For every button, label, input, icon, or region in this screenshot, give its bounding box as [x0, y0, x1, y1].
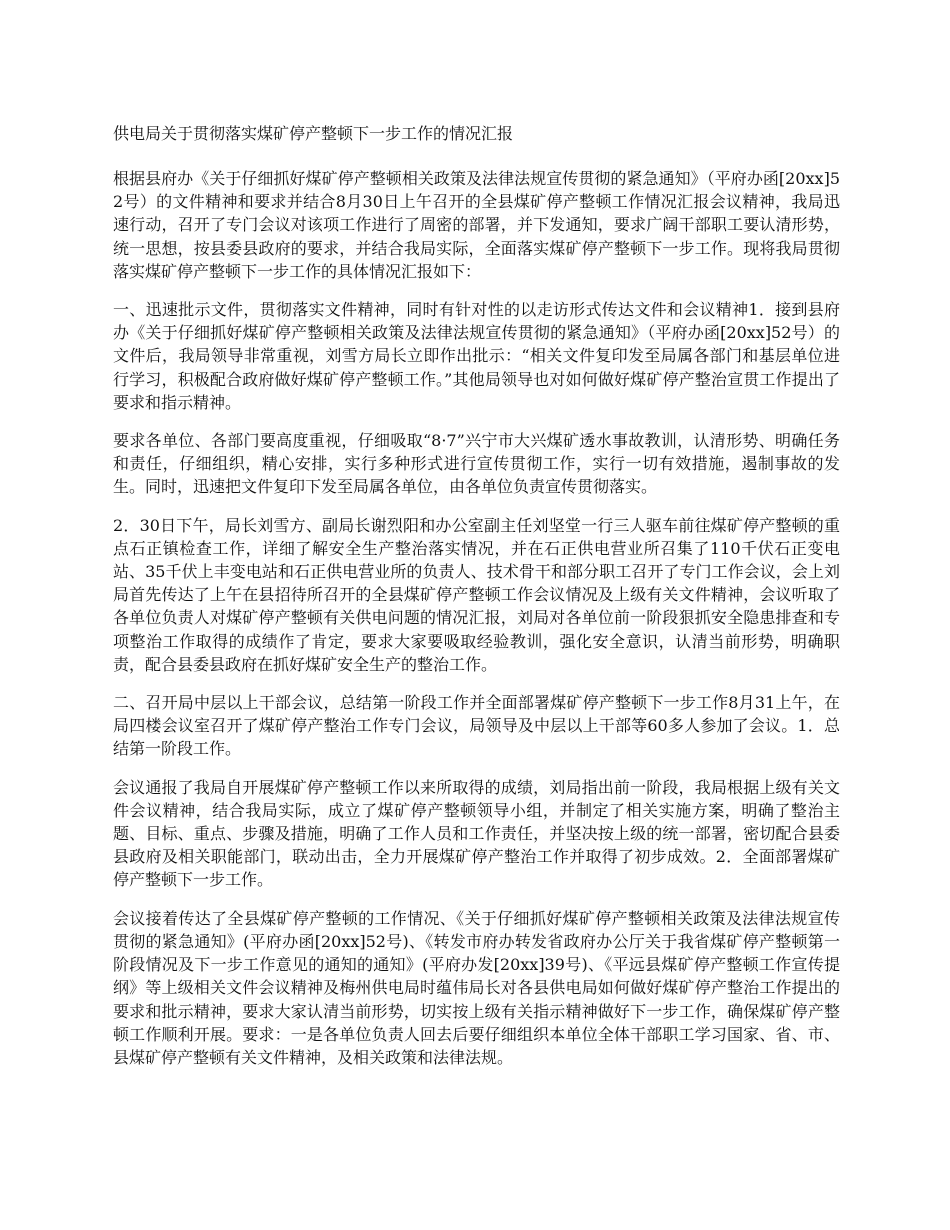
paragraph-section-one: 一、迅速批示文件，贯彻落实文件精神，同时有针对性的以走访形式传达文件和会议精神1．接到县府办《关于仔细抓好煤矿停产整顿相关政策及法律法规宣传贯彻的紧急通知》（平府办函[20xx]52号）的文件后，我局领导非常重视，刘雪方局长立即作出批示：“相关文件复印发至局属各部门和基层单位进行学习，积极配合政府做好煤矿停产整顿工作。”其他局领导也对如何做好煤矿停产整治宣贯工作提出了要求和指示精神。: [113, 300, 840, 412]
paragraph-deployment: 会议接着传达了全县煤矿停产整顿的工作情况、《关于仔细抓好煤矿停产整顿相关政策及法律法规宣传贯彻的紧急通知》(平府办函[20xx]52号)、《转发市府办转发省政府办公厅关于我省煤矿停产整顿第一阶段情况及下一步工作意见的通知的通知》(平府办发[20xx]39号)、《平远县煤矿停产整顿工作宣传提纲》等上级相关文件会议精神及梅州供电局时蕴伟局长对各县供电局如何做好煤矿停产整治工作提出的要求和批示精神，要求大家认清当前形势，切实按上级有关指示精神做好下一步工作，确保煤矿停产整顿工作顺利开展。要求：一是各单位负责人回去后要仔细组织本单位全体干部职工学习国家、省、市、县煤矿停产整顿有关文件精神，及相关政策和法律法规。: [113, 908, 840, 1067]
document-page: [113, 122, 840, 1084]
paragraph-section-two: 二、召开局中层以上干部会议，总结第一阶段工作并全面部署煤矿停产整顿下一步工作8月31上午，在局四楼会议室召开了煤矿停产整治工作专门会议，局领导及中层以上干部等60多人参加了会议。1．总结第一阶段工作。: [113, 693, 840, 759]
paragraph-summary: 会议通报了我局自开展煤矿停产整顿工作以来所取得的成绩，刘局指出前一阶段，我局根据上级有关文件会议精神，结合我局实际，成立了煤矿停产整顿领导小组，并制定了相关实施方案，明确了整治主题、目标、重点、步骤及措施，明确了工作人员和工作责任，并坚决按上级的统一部署，密切配合县委县政府及相关职能部门，联动出击，全力开展煤矿停产整治工作并取得了初步成效。2．全面部署煤矿停产整顿下一步工作。: [113, 777, 840, 890]
paragraph-inspection: 2．30日下午，局长刘雪方、副局长谢烈阳和办公室副主任刘坚堂一行三人驱车前往煤矿停产整顿的重点石正镇检查工作，详细了解安全生产整治落实情况，并在石正供电营业所召集了110千伏石正变电站、35千伏上丰变电站和石正供电营业所的负责人、技术骨干和部分职工召开了专门工作会议，会上刘局首先传达了上午在县招待所召开的全县煤矿停产整顿工作会议情况及上级有关文件精神，会议听取了各单位负责人对煤矿停产整顿有关供电问题的情况汇报，刘局对各单位前一阶段狠抓安全隐患排查和专项整治工作取得的成绩作了肯定，要求大家要吸取经验教训，强化安全意识，认清当前形势，明确职责，配合县委县政府在抓好煤矿安全生产的整治工作。: [113, 515, 840, 674]
paragraph-intro: 根据县府办《关于仔细抓好煤矿停产整顿相关政策及法律法规宣传贯彻的紧急通知》（平府办函[20xx]52号）的文件精神和要求并结合8月30日上午召开的全县煤矿停产整顿工作情况汇报会议精神，我局迅速行动，召开了专门会议对该项工作进行了周密的部署，并下发通知，要求广阔干部职工要认清形势，统一思想，按县委县政府的要求，并结合我局实际，全面落实煤矿停产整顿下一步工作。现将我局贯彻落实煤矿停产整顿下一步工作的具体情况汇报如下：: [113, 169, 840, 281]
paragraph-requirements: 要求各单位、各部门要高度重视，仔细吸取“8·7”兴宁市大兴煤矿透水事故教训，认清形势、明确任务和责任，仔细组织，精心安排，实行多种形式进行宣传贯彻工作，实行一切有效措施，遏制事故的发生。同时，迅速把文件复印下发至局属各单位，由各单位负责宣传贯彻落实。: [113, 431, 840, 497]
document-title: 供电局关于贯彻落实煤矿停产整顿下一步工作的情况汇报: [113, 124, 514, 143]
